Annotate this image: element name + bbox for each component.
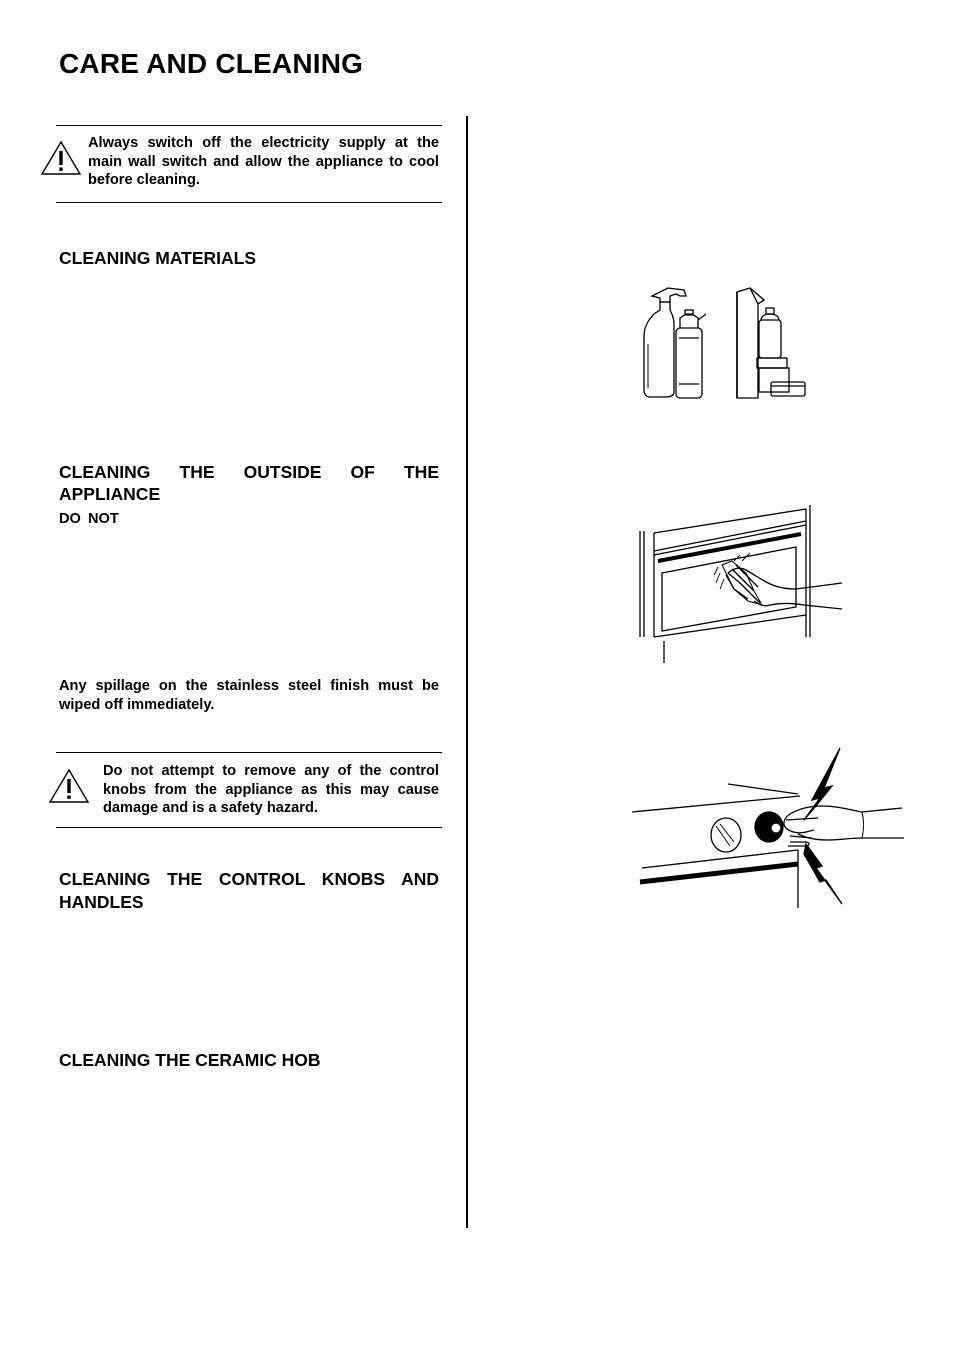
cleaning-materials-heading: CLEANING MATERIALS xyxy=(59,248,257,268)
page-title: CARE AND CLEANING xyxy=(59,48,364,79)
cleaning-products-illustration xyxy=(640,284,810,402)
warning-bottom-rule xyxy=(56,202,442,203)
cleaning-outside-heading xyxy=(59,461,439,483)
warning-triangle-icon xyxy=(40,140,82,176)
cleaning-hob-heading: CLEANING THE CERAMIC HOB xyxy=(59,1050,321,1070)
do-not-subheading: DO NOT xyxy=(59,511,119,527)
column-divider xyxy=(466,116,468,1228)
warning-top-rule xyxy=(56,752,442,753)
warning-electricity-text: Always switch off the electricity supply at the main wall switch and allow the appliance to cool before cleaning. xyxy=(88,135,439,188)
control-knob-warning-illustration xyxy=(630,746,910,910)
warning-triangle-icon xyxy=(48,768,90,804)
cleaning-knobs-heading-line1: CLEANING THE CONTROL KNOBS AND xyxy=(59,869,439,889)
warning-bottom-rule xyxy=(56,827,442,828)
wiping-oven-door-illustration xyxy=(636,503,846,665)
warning-top-rule xyxy=(56,125,442,126)
stainless-steel-note: Any spillage on the stainless steel finish must be wiped off immediately. xyxy=(59,678,439,713)
warning-knobs-text: Do not attempt to remove any of the control knobs from the appliance as this may cause damage and is a safety hazard. xyxy=(103,763,439,816)
cleaning-outside-heading-line2: APPLIANCE xyxy=(59,484,161,504)
cleaning-outside-heading-line1: CLEANING THE OUTSIDE OF THE xyxy=(59,462,439,482)
cleaning-knobs-heading-line2: HANDLES xyxy=(59,892,144,912)
cleaning-knobs-heading xyxy=(59,868,439,890)
